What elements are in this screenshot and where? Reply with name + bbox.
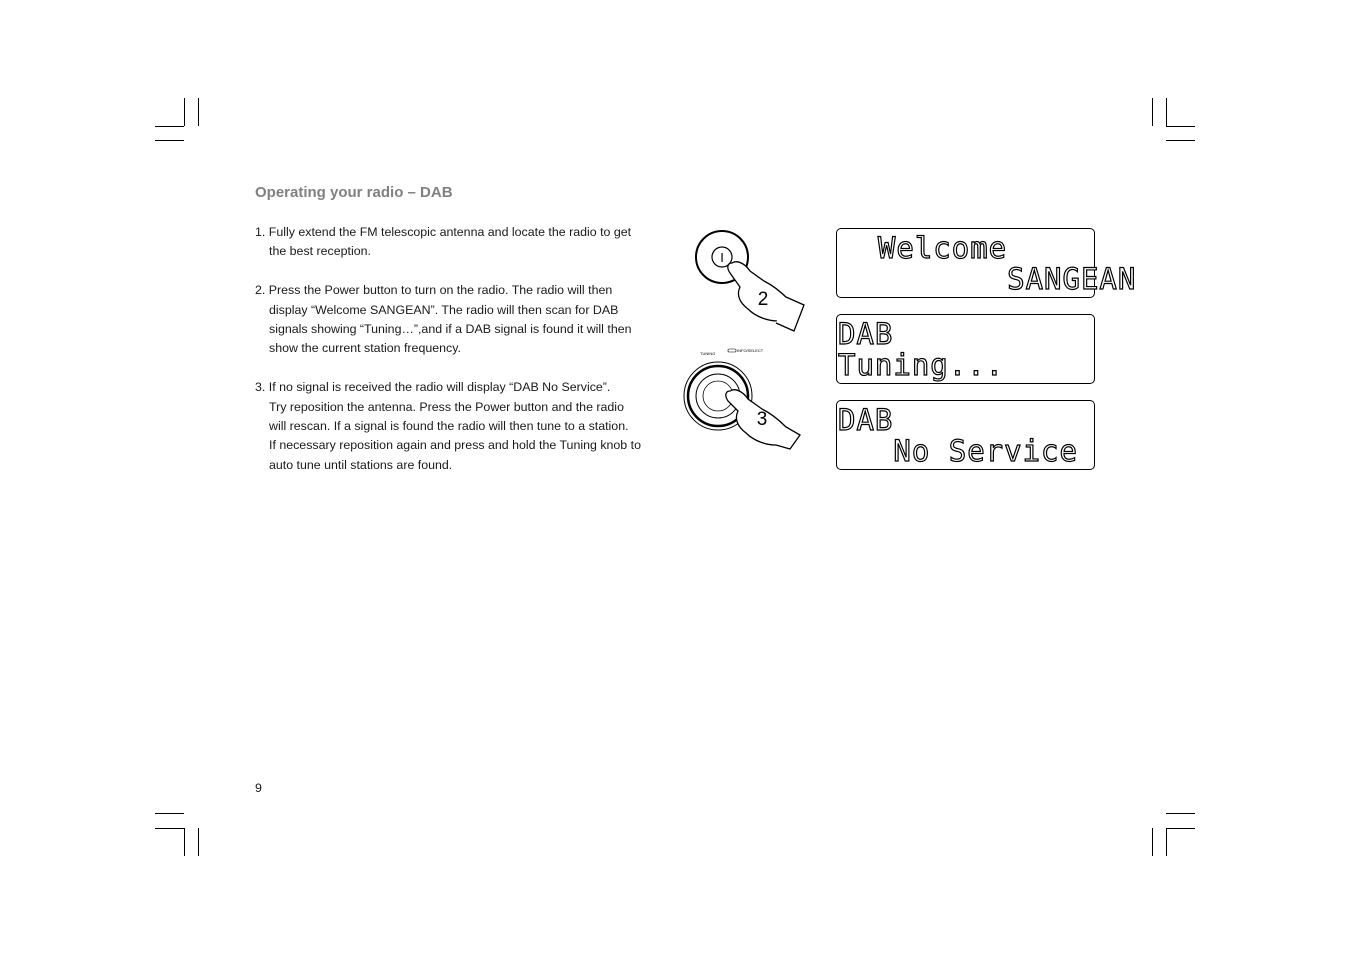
crop-mark <box>1166 140 1195 141</box>
crop-mark <box>198 98 199 126</box>
step-number-2: 2 <box>757 289 769 310</box>
crop-mark <box>184 828 185 856</box>
knob-label: TUNING <box>700 351 716 356</box>
lcd-line-2: Tuning... <box>838 348 1005 382</box>
step-line: 1. Fully extend the FM telescopic antenna and locate the radio to get <box>255 225 632 239</box>
step-line: display “Welcome SANGEAN”. The radio will then scan for DAB <box>269 302 619 317</box>
lcd-line-1: Welcome <box>841 231 1008 265</box>
crop-mark <box>155 140 184 141</box>
crop-mark <box>1152 98 1153 126</box>
step-line: will rescan. If a signal is found the radio will then tune to a station. <box>269 419 629 434</box>
step-line: auto tune until stations are found. <box>269 457 453 472</box>
crop-mark <box>1166 828 1167 856</box>
step-line: show the current station frequency. <box>269 341 461 356</box>
crop-mark <box>1166 126 1195 127</box>
crop-mark <box>1166 98 1167 126</box>
step-line: the best reception. <box>269 244 371 259</box>
lcd-line-2: SANGEAN <box>841 262 1137 296</box>
page-number: 9 <box>255 781 262 795</box>
step-line: If necessary reposition again and press and hold the Tuning knob to <box>269 438 641 453</box>
crop-mark <box>198 828 199 856</box>
lcd-line-1: DAB <box>838 317 894 351</box>
step-1 <box>255 223 665 262</box>
step-line: 3. If no signal is received the radio will display “DAB No Service”. <box>255 380 611 395</box>
crop-mark <box>1166 828 1195 829</box>
step-number-3: 3 <box>756 409 768 430</box>
crop-mark <box>1166 813 1195 814</box>
lcd-display-tuning <box>836 314 1095 384</box>
hand-pointer-icon <box>726 390 800 449</box>
crop-mark <box>155 828 184 829</box>
section-title: Operating your radio – DAB <box>255 184 453 201</box>
controls-illustration <box>680 225 815 450</box>
step-2 <box>255 281 665 359</box>
crop-mark <box>155 126 184 127</box>
knob-label: INFO/SELECT <box>737 348 764 353</box>
power-symbol: I <box>720 250 724 265</box>
hand-pointer-icon <box>728 262 804 331</box>
step-3 <box>255 378 665 475</box>
crop-mark <box>184 98 185 126</box>
step-line: 2. Press the Power button to turn on the radio. The radio will then <box>255 283 613 298</box>
step-line: signals showing “Tuning…”,and if a DAB signal is found it will then <box>269 322 632 337</box>
step-line: Try reposition the antenna. Press the Power button and the radio <box>269 399 624 414</box>
instruction-steps <box>255 223 665 495</box>
lcd-line-1: DAB <box>838 403 894 437</box>
lcd-display-no-service <box>836 400 1095 470</box>
crop-mark <box>1152 828 1153 856</box>
lcd-display-welcome <box>836 228 1137 298</box>
crop-mark <box>155 813 184 814</box>
lcd-line-2: No Service <box>838 434 1078 468</box>
